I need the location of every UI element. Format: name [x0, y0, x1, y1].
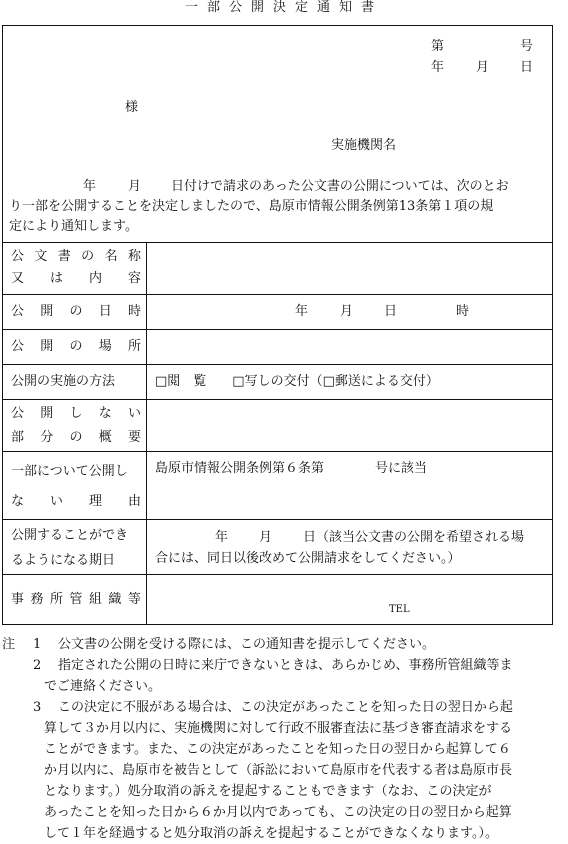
- future-rest: 日（該当公文書の公開を希望される場: [303, 530, 525, 545]
- row-rule: [3, 451, 552, 452]
- date-day: 日: [520, 60, 534, 75]
- label-line: 部 分 の 概 要: [11, 430, 141, 445]
- intro-line3: 定により通知します。: [9, 219, 138, 234]
- label-line: 又 は 内 容: [11, 271, 141, 286]
- note-number: 3: [33, 700, 42, 715]
- reason-item: 号に該当: [375, 461, 428, 476]
- doc-name-label: [11, 246, 141, 290]
- label-line: 公 文 書 の 名 称: [11, 249, 141, 264]
- reason-article: 島原市情報公開条例第６条第: [155, 461, 325, 476]
- datetime-year: 年: [295, 304, 309, 319]
- disclosure-method-label: 公開の実施の方法: [11, 374, 116, 389]
- future-date-label: [11, 525, 141, 572]
- datetime-month: 月: [340, 304, 354, 319]
- note-line: となります。）処分取消の訴えを提起することもできます（なお、この決定が: [44, 784, 492, 799]
- future-line2: 合には、同日以後改めて公開請求をしてください。）: [155, 551, 461, 566]
- label-line: 公 開 し な い: [11, 406, 141, 421]
- agency-name-label: 実施機関名: [331, 138, 397, 153]
- document-title: 一部公開決定通知書: [184, 0, 383, 15]
- disclosure-datetime-label: 公 開 の 日 時: [11, 304, 141, 319]
- intro-year: 年: [83, 179, 97, 194]
- notice-form: [2, 25, 553, 625]
- datetime-hour: 時: [456, 304, 470, 319]
- label-line: な い 理 由: [11, 494, 141, 509]
- note-line: この決定に不服がある場合は、この決定があったことを知った日の翌日から起: [58, 700, 513, 715]
- row-rule: [3, 329, 552, 330]
- intro-month: 月: [128, 179, 142, 194]
- note-line: あったことを知った日から６か月以内であっても、この決定の日の翌日から起算: [44, 805, 512, 820]
- column-divider: [146, 242, 147, 624]
- note-number: 2: [33, 658, 42, 673]
- label-line: るようになる期日: [11, 553, 116, 568]
- label-line: 一部について公開し: [11, 464, 128, 479]
- telephone-label: TEL: [389, 604, 410, 615]
- intro-line2: り一部を公開することを決定しましたので、島原市情報公開条例第13条第１項の規: [9, 199, 494, 214]
- future-year: 年: [215, 530, 229, 545]
- note-line: 指定された公開の日時に来庁できないときは、あらかじめ、事務所管組織等ま: [58, 658, 513, 673]
- note-line: ことができます。また、この決定があったことを知った日の翌日から起算して６: [44, 742, 511, 757]
- nondisclosure-reason-label: [11, 461, 141, 513]
- row-rule: [3, 294, 552, 295]
- date-month: 月: [476, 60, 490, 75]
- row-rule: [3, 574, 552, 575]
- disclosure-method-options[interactable]: □閲 覧 □写しの交付（□郵送による交付）: [155, 374, 439, 389]
- intro-line1: 日付けで請求のあった公文書の公開については、次のとお: [171, 179, 509, 194]
- number-suffix: 号: [520, 39, 534, 54]
- future-month: 月: [259, 530, 273, 545]
- note-line: 公文書の公開を受ける際には、この通知書を提示してください。: [58, 637, 436, 652]
- row-rule: [3, 364, 552, 365]
- row-rule: [3, 519, 552, 520]
- note-line: でご連絡ください。: [44, 679, 162, 694]
- note-line: 算して３か月以内に、実施機関に対して行政不服審査法に基づき審査請求をする: [44, 721, 513, 736]
- undisclosed-part-label: [11, 403, 141, 449]
- note-line: して１年を経過すると処分取消の訴えを提起することができなくなります。）。: [44, 826, 498, 841]
- date-year: 年: [431, 60, 445, 75]
- disclosure-place-label: 公 開 の 場 所: [11, 339, 141, 354]
- note-line: か月以内に、島原市を被告として（訴訟において島原市を代表する者は島原市長: [44, 763, 513, 778]
- number-prefix: 第: [431, 39, 445, 54]
- table-top-rule: [3, 242, 552, 243]
- label-line: 公開することができ: [11, 528, 129, 543]
- note-number: 1: [33, 637, 42, 652]
- office-label: 事 務 所 管 組 織 等: [11, 592, 141, 607]
- datetime-day: 日: [384, 304, 398, 319]
- notes-prefix: 注: [2, 637, 16, 652]
- recipient-honorific: 様: [125, 100, 139, 115]
- row-rule: [3, 399, 552, 400]
